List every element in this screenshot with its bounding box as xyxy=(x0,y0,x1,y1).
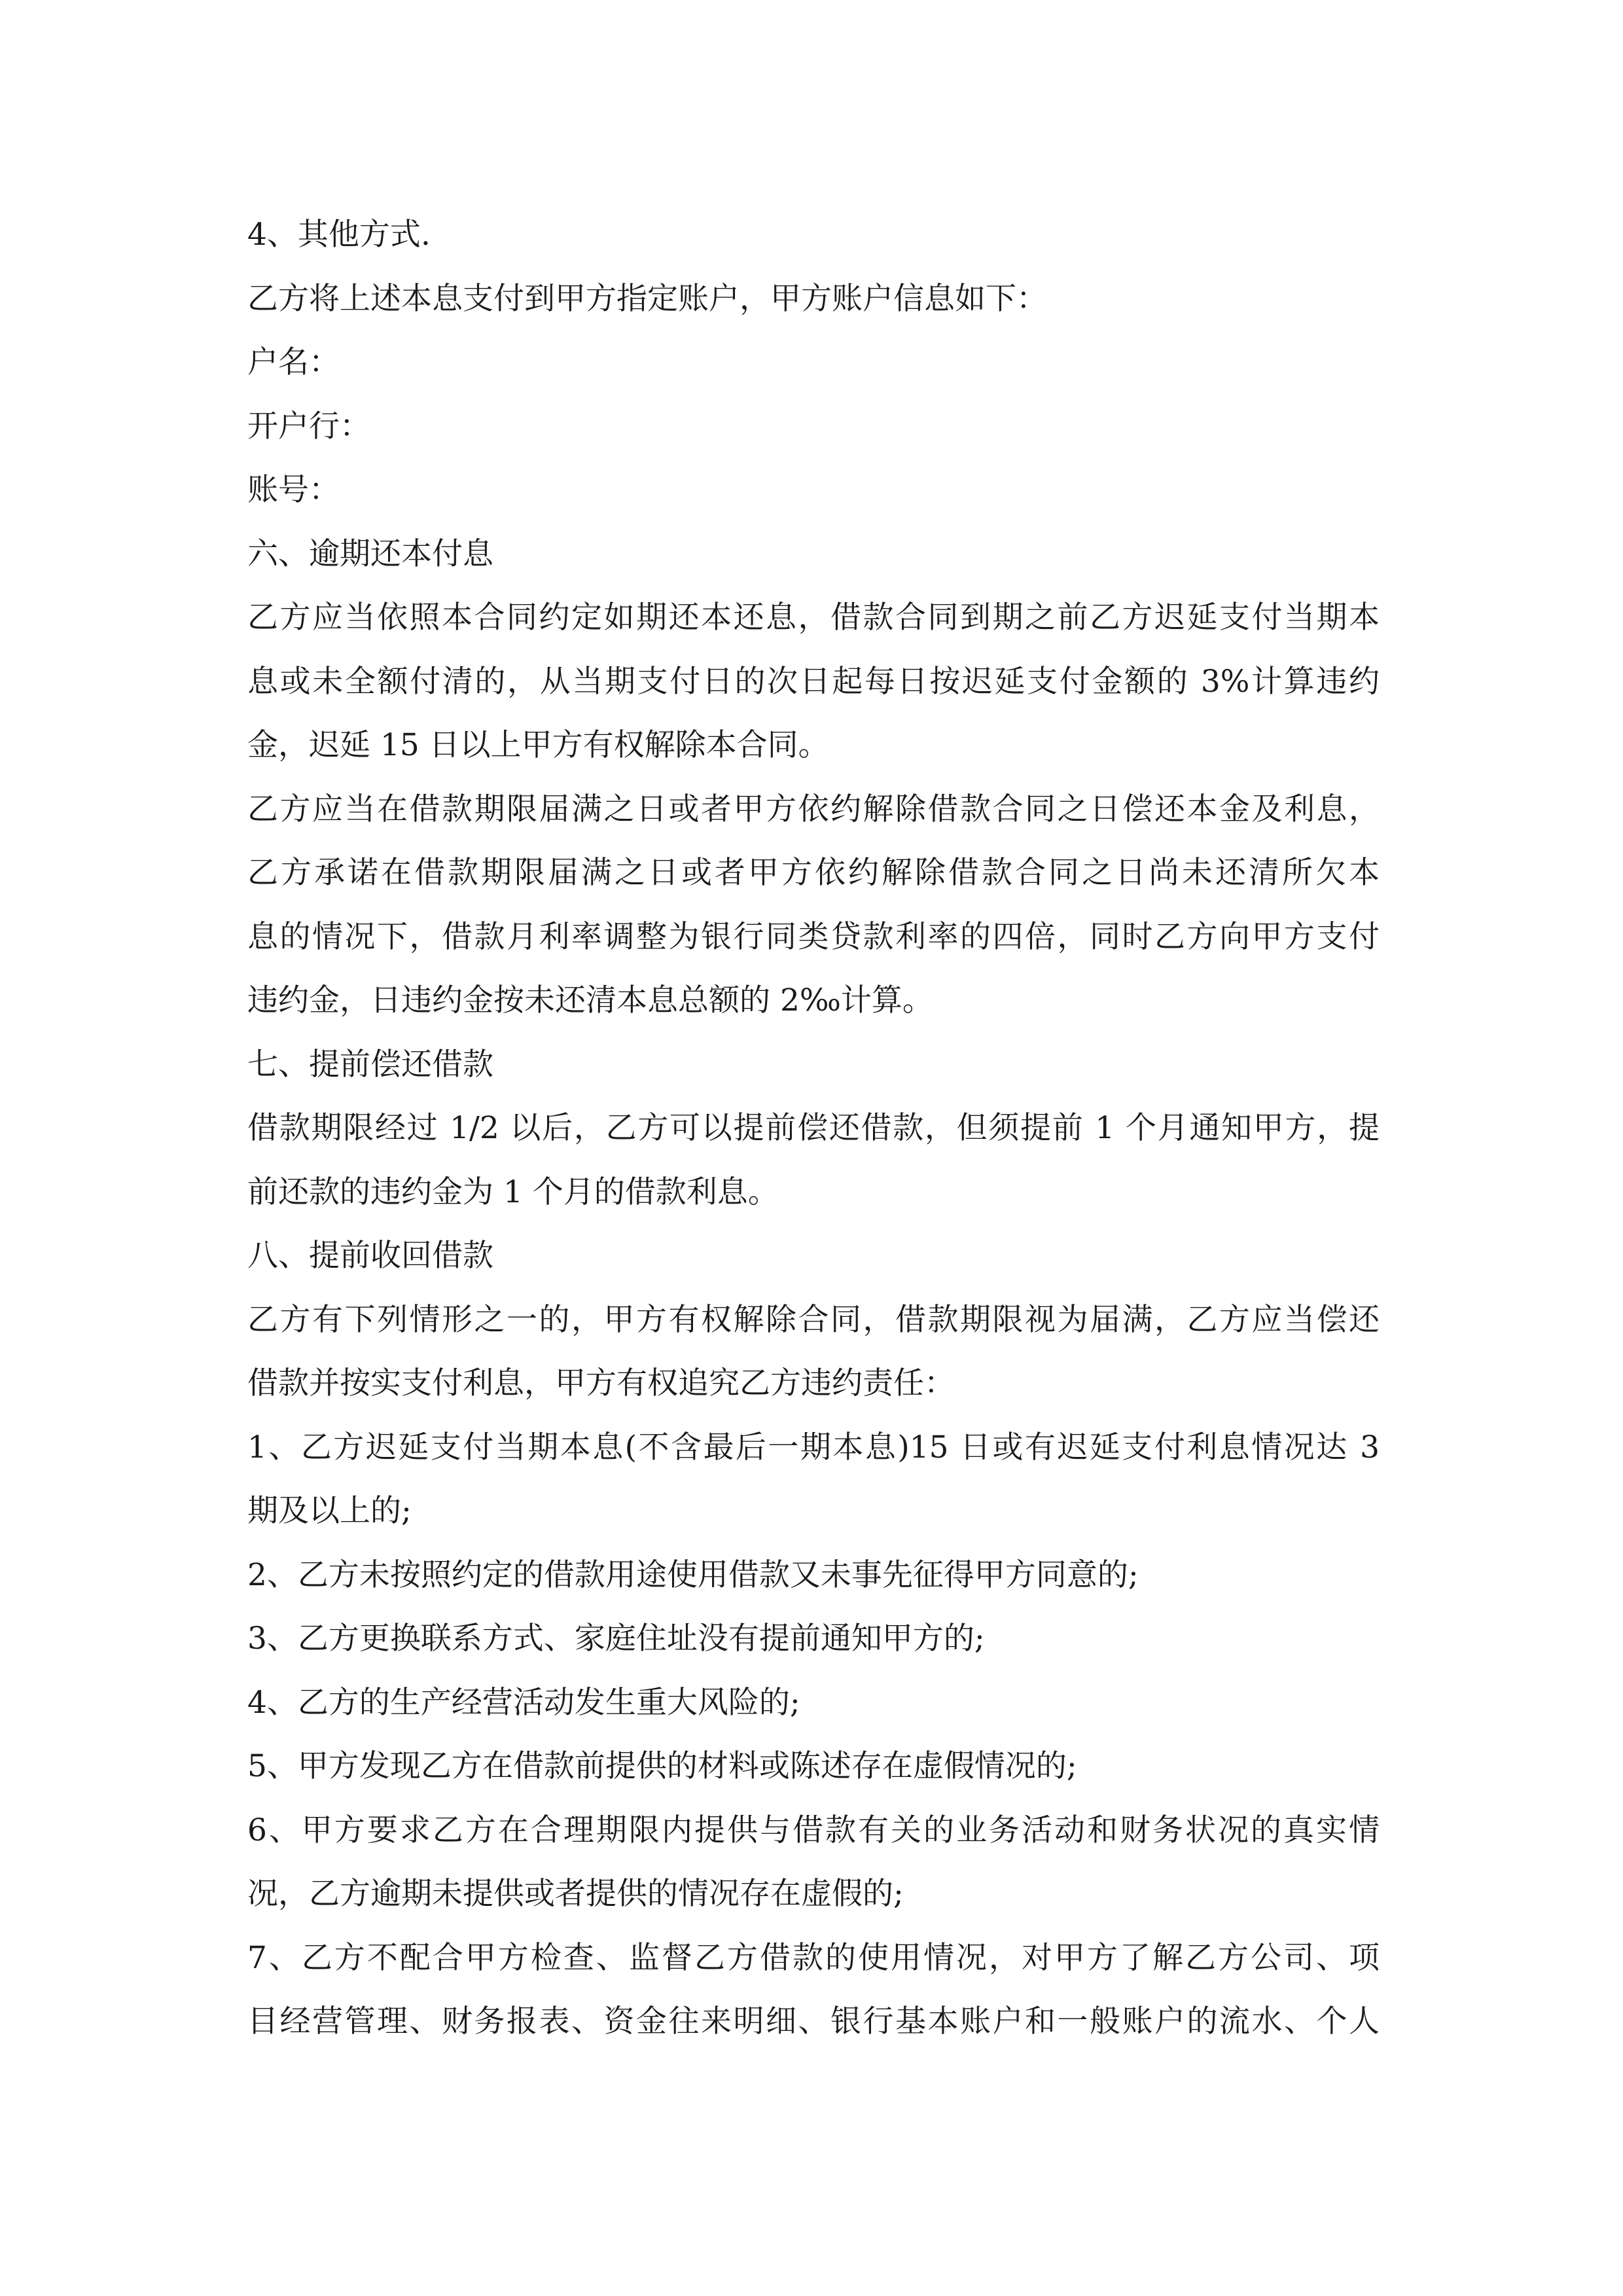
list-item: 1、乙方迟延支付当期本息(不含最后一期本息)15 日或有迟延支付利息情况达 3 xyxy=(247,1429,1380,1465)
section-heading: 八、提前收回借款 xyxy=(247,1238,493,1274)
text-line: 乙方应当在借款期限届满之日或者甲方依约解除借款合同之日偿还本金及利息， xyxy=(247,791,1380,827)
section-heading: 六、逾期还本付息 xyxy=(247,535,493,572)
document-body xyxy=(247,203,1380,2054)
text-line: 息或未全额付清的，从当期支付日的次日起每日按迟延支付金额的 3%计算违约 xyxy=(247,663,1380,700)
list-item: 7、乙方不配合甲方检查、监督乙方借款的使用情况，对甲方了解乙方公司、项 xyxy=(247,1939,1380,1976)
list-item: 4、乙方的生产经营活动发生重大风险的; xyxy=(247,1684,800,1721)
list-item: 况，乙方逾期未提供或者提供的情况存在虚假的; xyxy=(247,1876,904,1912)
text-line: 户名： xyxy=(247,344,340,380)
list-item: 5、甲方发现乙方在借款前提供的材料或陈述存在虚假情况的; xyxy=(247,1748,1077,1784)
text-line: 借款期限经过 1/2 以后，乙方可以提前偿还借款，但须提前 1 个月通知甲方，提 xyxy=(247,1110,1380,1146)
text-line: 借款并按实支付利息，甲方有权追究乙方违约责任： xyxy=(247,1365,955,1401)
text-line: 乙方有下列情形之一的，甲方有权解除合同，借款期限视为届满，乙方应当偿还 xyxy=(247,1301,1380,1338)
list-item: 3、乙方更换联系方式、家庭住址没有提前通知甲方的; xyxy=(247,1621,985,1657)
text-line: 账号： xyxy=(247,472,340,508)
list-item: 目经营管理、财务报表、资金往来明细、银行基本账户和一般账户的流水、个人 xyxy=(247,2003,1380,2039)
list-item: 6、甲方要求乙方在合理期限内提供与借款有关的业务活动和财务状况的真实情 xyxy=(247,1812,1380,1848)
text-line: 开户行： xyxy=(247,408,370,444)
text-line: 乙方承诺在借款期限届满之日或者甲方依约解除借款合同之日尚未还清所欠本 xyxy=(247,855,1380,891)
text-line: 乙方将上述本息支付到甲方指定账户，甲方账户信息如下： xyxy=(247,280,1047,317)
text-line: 息的情况下，借款月利率调整为银行同类贷款利率的四倍，同时乙方向甲方支付 xyxy=(247,918,1380,955)
list-item: 2、乙方未按照约定的借款用途使用借款又未事先征得甲方同意的; xyxy=(247,1556,1139,1593)
text-line: 前还款的违约金为 1 个月的借款利息。 xyxy=(247,1174,779,1210)
text-line: 乙方应当依照本合同约定如期还本还息，借款合同到期之前乙方迟延支付当期本 xyxy=(247,600,1380,636)
text-line: 金，迟延 15 日以上甲方有权解除本合同。 xyxy=(247,727,829,763)
list-item: 期及以上的; xyxy=(247,1493,412,1529)
text-line: 违约金，日违约金按未还清本息总额的 2‰计算。 xyxy=(247,982,933,1018)
section-heading: 七、提前偿还借款 xyxy=(247,1046,493,1083)
text-line: 4、其他方式. xyxy=(247,217,431,253)
